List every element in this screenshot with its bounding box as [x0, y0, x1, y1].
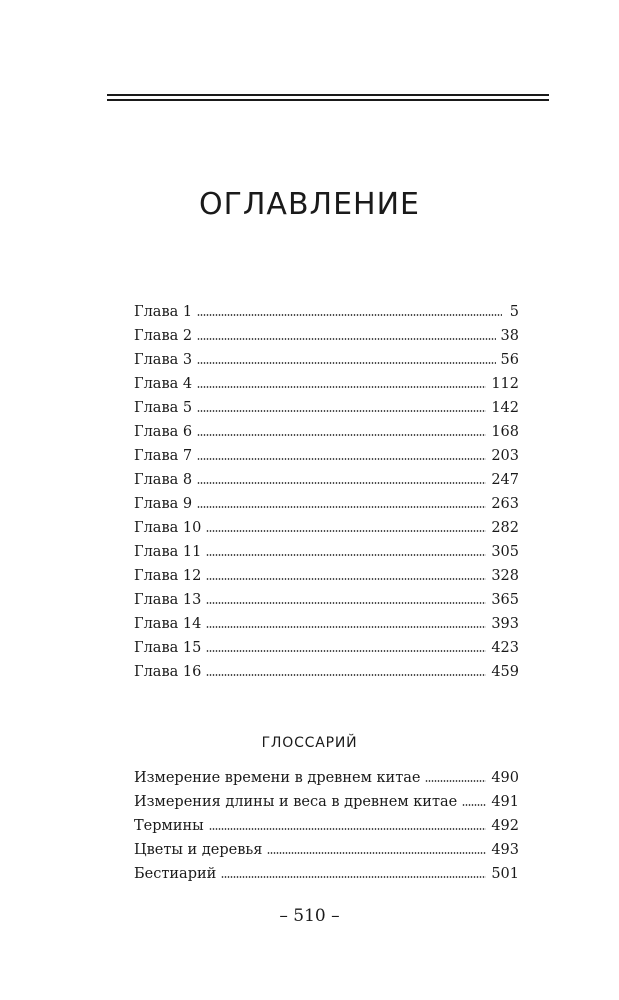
toc-entry-label: Глава 14 — [134, 616, 202, 632]
toc-entry — [134, 424, 519, 448]
dot-leader — [209, 828, 487, 830]
dot-leader — [206, 674, 486, 676]
top-rule-lower — [107, 99, 549, 101]
toc-entry-label: Измерение времени в древнем китае — [134, 770, 421, 786]
toc-entry-page: 490 — [491, 770, 519, 786]
toc-entry-page: 493 — [491, 842, 519, 858]
dot-leader — [206, 626, 486, 628]
toc-entry-label: Измерения длины и веса в древнем китае — [134, 794, 458, 810]
toc-entry-page: 282 — [491, 520, 519, 536]
toc-entry — [134, 472, 519, 496]
toc-entry-page: 263 — [491, 496, 519, 512]
toc-entry-page: 459 — [491, 664, 519, 680]
toc-entry — [134, 568, 519, 592]
dot-leader — [221, 876, 486, 878]
toc-entry-page: 423 — [491, 640, 519, 656]
toc-entry — [134, 304, 519, 328]
dot-leader — [197, 386, 486, 388]
toc-entry-page: 501 — [491, 866, 519, 882]
toc-entry-label: Глава 6 — [134, 424, 193, 440]
glossary-title: ГЛОССАРИЙ — [261, 735, 358, 751]
toc-entry — [134, 520, 519, 544]
toc-entry-page: 492 — [491, 818, 519, 834]
toc-entry — [134, 400, 519, 424]
toc-entry-page: 247 — [491, 472, 519, 488]
toc-entry-label: Глава 15 — [134, 640, 202, 656]
toc-entry — [134, 770, 519, 794]
toc-entry-page: 168 — [491, 424, 519, 440]
toc-entry — [134, 376, 519, 400]
top-rule-upper — [107, 94, 549, 96]
dot-leader — [206, 578, 486, 580]
toc-entry-label: Глава 7 — [134, 448, 193, 464]
dot-leader — [462, 804, 486, 806]
toc-entry — [134, 640, 519, 664]
toc-entry — [134, 866, 519, 890]
toc-entry — [134, 592, 519, 616]
toc-entry — [134, 664, 519, 688]
dot-leader — [197, 458, 486, 460]
dot-leader — [197, 314, 502, 316]
toc-entry-label: Глава 11 — [134, 544, 202, 560]
dot-leader — [197, 362, 495, 364]
dot-leader — [267, 852, 486, 854]
toc-entry-label: Глава 2 — [134, 328, 193, 344]
toc-entry-label: Глава 12 — [134, 568, 202, 584]
toc-entry — [134, 352, 519, 376]
toc-entry-page: 38 — [500, 328, 519, 344]
toc-entry-page: 112 — [491, 376, 519, 392]
page-number: – 510 – — [279, 906, 340, 926]
toc-entry-page: 393 — [491, 616, 519, 632]
toc-entry-page: 142 — [491, 400, 519, 416]
toc-entry-page: 365 — [491, 592, 519, 608]
toc-entry — [134, 842, 519, 866]
toc-entry-page: 491 — [491, 794, 519, 810]
dot-leader — [197, 410, 486, 412]
toc-entry — [134, 544, 519, 568]
dot-leader — [206, 554, 486, 556]
page-title: ОГЛАВЛЕНИЕ — [198, 187, 421, 222]
toc-entry-label: Глава 13 — [134, 592, 202, 608]
toc-entry-label: Глава 16 — [134, 664, 202, 680]
toc-entry-label: Глава 10 — [134, 520, 202, 536]
dot-leader — [206, 602, 486, 604]
toc-entry-label: Глава 5 — [134, 400, 193, 416]
toc-entry-page: 328 — [491, 568, 519, 584]
toc-entry-page: 305 — [491, 544, 519, 560]
toc-entry-page: 203 — [491, 448, 519, 464]
toc-entry-label: Глава 1 — [134, 304, 193, 320]
dot-leader — [197, 506, 486, 508]
toc-entry — [134, 818, 519, 842]
toc-entry-page: 5 — [509, 304, 519, 320]
dot-leader — [197, 434, 486, 436]
toc-entry-label: Глава 9 — [134, 496, 193, 512]
toc-entry — [134, 328, 519, 352]
toc-entry-label: Глава 3 — [134, 352, 193, 368]
dot-leader — [206, 530, 486, 532]
dot-leader — [197, 338, 495, 340]
dot-leader — [425, 780, 486, 782]
toc-entry-label: Бестиарий — [134, 866, 217, 882]
toc-entry — [134, 616, 519, 640]
glossary-list — [134, 770, 519, 890]
chapter-list — [134, 304, 519, 688]
toc-entry — [134, 448, 519, 472]
toc-entry-page: 56 — [500, 352, 519, 368]
toc-entry-label: Цветы и деревья — [134, 842, 263, 858]
toc-entry — [134, 794, 519, 818]
toc-entry-label: Глава 8 — [134, 472, 193, 488]
dot-leader — [206, 650, 486, 652]
toc-entry-label: Глава 4 — [134, 376, 193, 392]
dot-leader — [197, 482, 486, 484]
toc-entry — [134, 496, 519, 520]
toc-entry-label: Термины — [134, 818, 204, 834]
